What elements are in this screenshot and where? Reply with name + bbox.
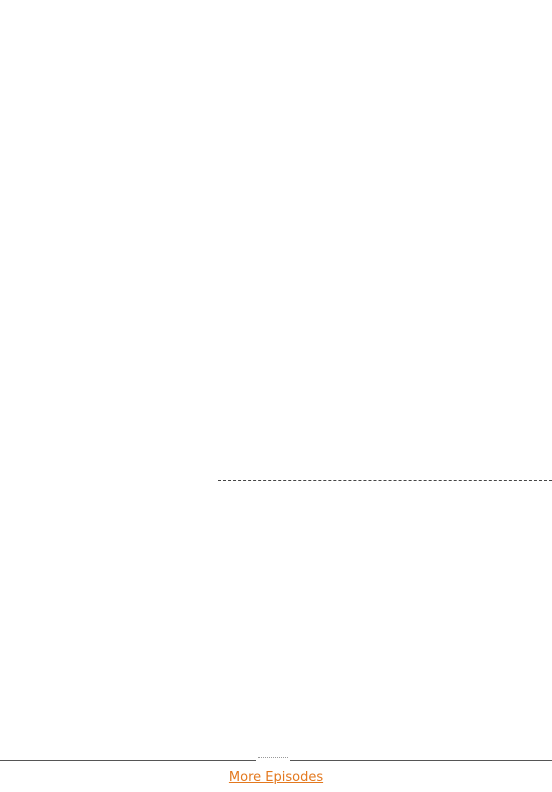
dashed-divider [218,480,552,481]
more-episodes-link[interactable]: More Episodes [228,770,324,785]
divider-ornament [258,757,288,761]
footer-links [0,769,552,786]
